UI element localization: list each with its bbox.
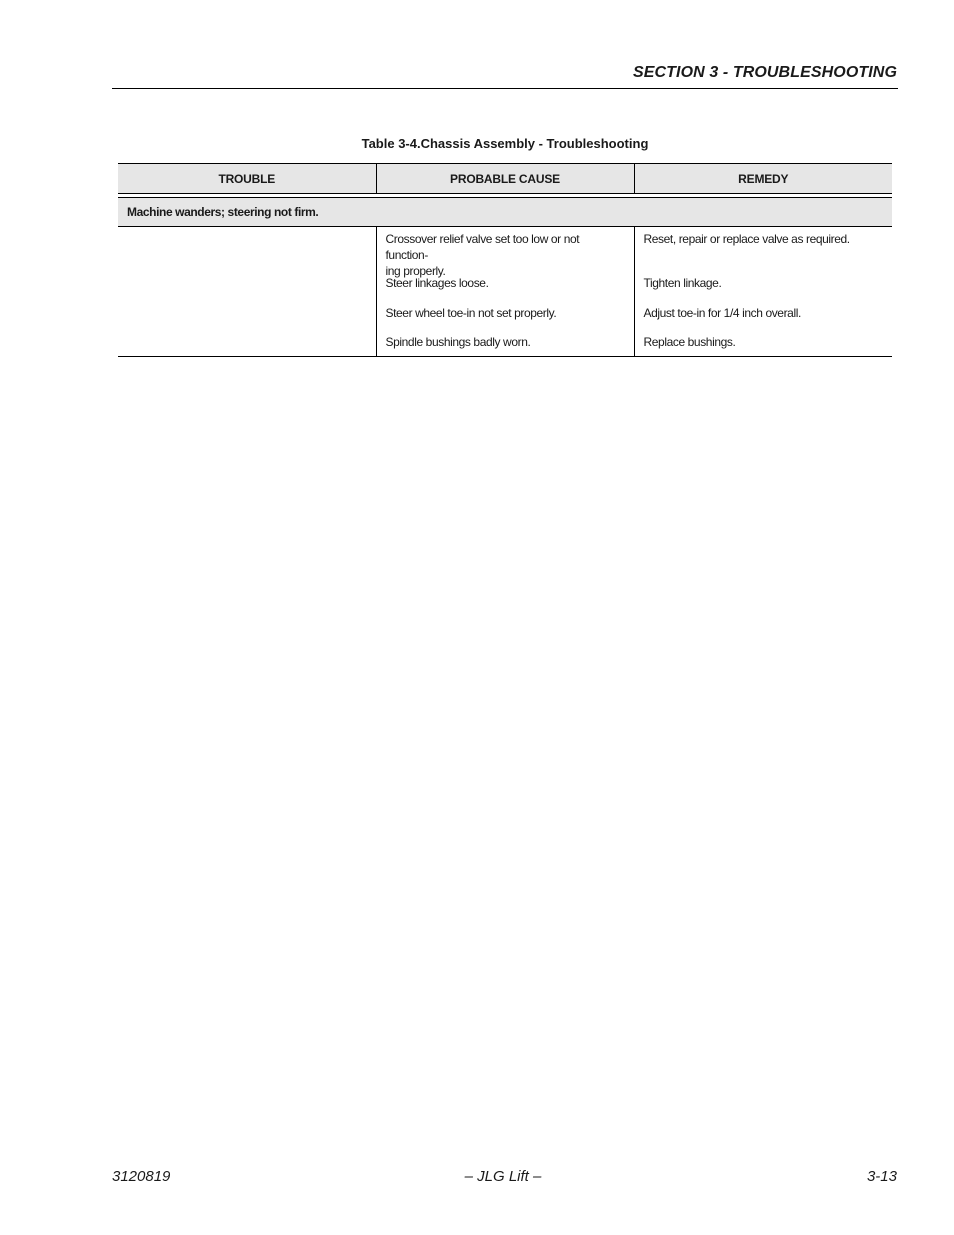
- cause-text-line: Crossover relief valve set too low or not function-: [385, 232, 580, 262]
- trouble-group-label: Machine wanders; steering not firm.: [118, 198, 892, 227]
- remedy-entry: Reset, repair or replace valve as required.: [643, 232, 850, 246]
- page-number: 3-13: [866, 1168, 897, 1185]
- probable-cause-cell: [376, 227, 634, 357]
- troubleshooting-table: [118, 163, 892, 357]
- remedy-entry: Tighten linkage.: [643, 276, 722, 290]
- table-row: [118, 227, 892, 357]
- cause-entry: [385, 231, 625, 278]
- remedy-entry: Replace bushings.: [643, 335, 736, 349]
- table-header-row: [118, 164, 892, 194]
- trouble-cell: [118, 227, 376, 357]
- header-divider: [112, 88, 898, 89]
- remedy-cell: [634, 227, 892, 357]
- table-caption: Table 3-4.Chassis Assembly - Troubleshooting: [361, 136, 649, 151]
- section-title: SECTION 3 - TROUBLESHOOTING: [632, 64, 897, 81]
- remedy-entry: Adjust toe-in for 1/4 inch overall.: [643, 306, 801, 320]
- column-header-remedy: REMEDY: [634, 164, 892, 194]
- column-header-trouble: TROUBLE: [118, 164, 376, 194]
- cause-entry: Steer wheel toe-in not set properly.: [385, 306, 557, 320]
- cause-entry: Steer linkages loose.: [385, 276, 489, 290]
- cause-entry: Spindle bushings badly worn.: [385, 335, 531, 349]
- footer-brand: – JLG Lift –: [464, 1168, 542, 1185]
- cause-text-line: ing properly.: [385, 264, 446, 278]
- document-number: 3120819: [112, 1168, 171, 1185]
- column-header-probable-cause: PROBABLE CAUSE: [376, 164, 634, 194]
- trouble-group-row: [118, 198, 892, 227]
